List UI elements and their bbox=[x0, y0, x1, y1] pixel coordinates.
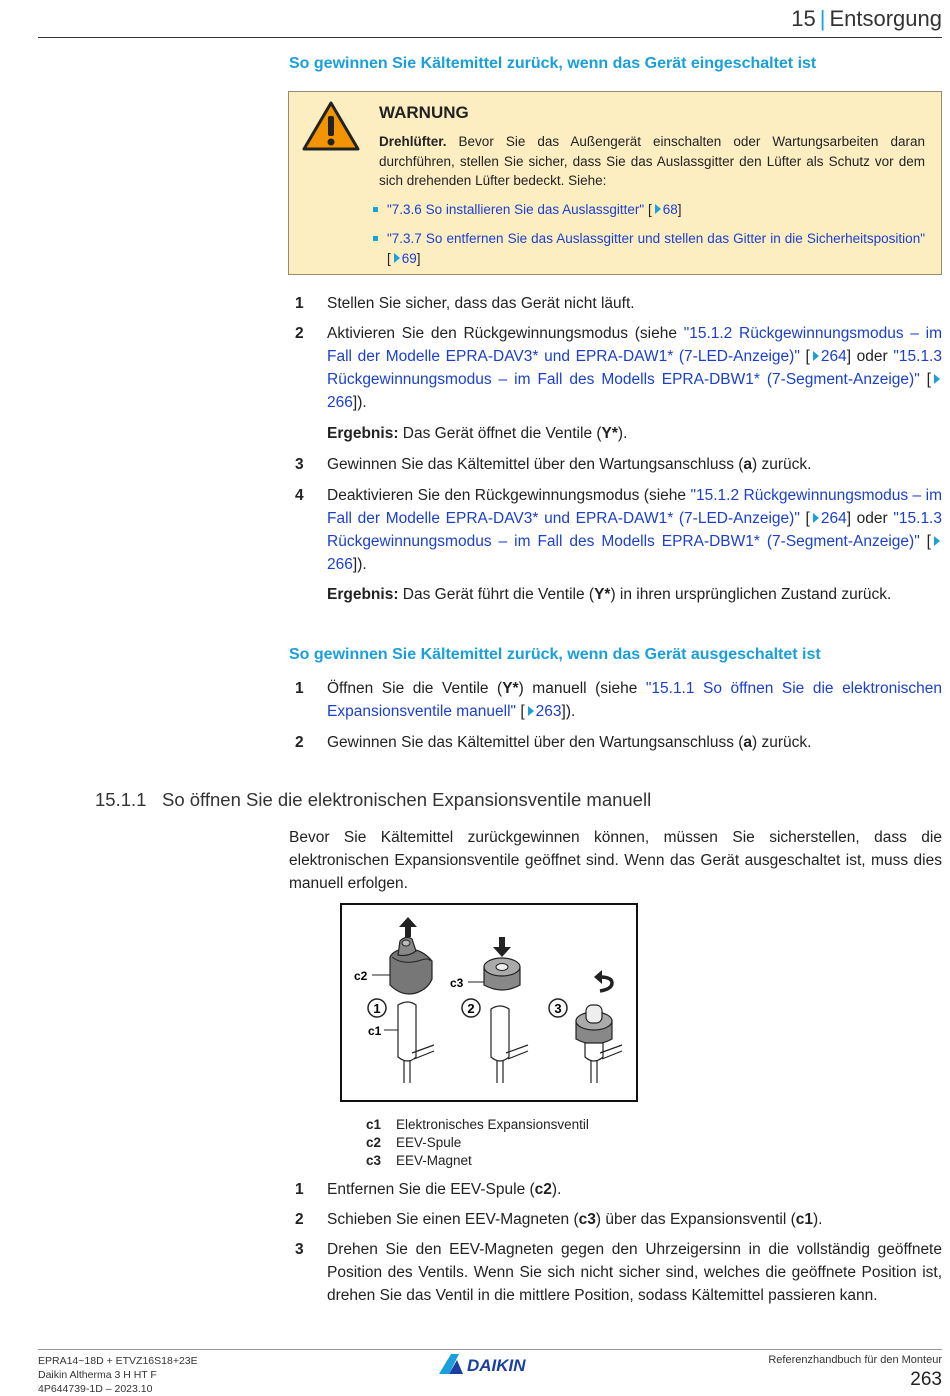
step-item: 1 Stellen Sie sicher, dass das Gerät nicht läuft. bbox=[295, 295, 635, 312]
page-arrow-icon bbox=[934, 536, 940, 546]
link-recovery-mode-segment[interactable]: "15.1.3 Rückgewinnungsmodus – im Fall des Modells EPRA-DBW1* (7-Segment-Anzeige)" bbox=[327, 510, 942, 550]
page-arrow-icon bbox=[655, 204, 661, 214]
svg-text:DAIKIN: DAIKIN bbox=[467, 1356, 526, 1375]
warning-link-item: "7.3.6 So installieren Sie das Auslassgitter" [ 68] bbox=[387, 200, 925, 220]
chapter-title: Entsorgung bbox=[829, 6, 942, 31]
step-item: 1 Entfernen Sie die EEV-Spule (c2). bbox=[295, 1181, 562, 1198]
step-item: 3 Gewinnen Sie das Kältemittel über den Wartungsanschluss (a) zurück. bbox=[295, 456, 812, 473]
figure-step-label: 2 bbox=[467, 1001, 475, 1016]
link-recovery-mode-segment[interactable]: "15.1.3 Rückgewinnungsmodus – im Fall des Modells EPRA-DBW1* (7-Segment-Anzeige)" bbox=[327, 348, 942, 388]
page-arrow-icon bbox=[813, 351, 819, 361]
section-number: 15.1.1 bbox=[95, 789, 147, 810]
figure-label-c3: c3 bbox=[450, 976, 464, 990]
link-recovery-mode-led[interactable]: "15.1.2 Rückgewinnungsmodus – im Fall der Modelle EPRA-DAV3* und EPRA-DAW1* (7-LED-Anzeige)" bbox=[327, 487, 942, 527]
figure-step-label: 1 bbox=[373, 1001, 381, 1016]
step-item: 3 Drehen Sie den EEV-Magneten gegen den Uhrzeigersinn in die vollständig geöffnete Position des Ventils. Wenn Sie sich nicht sicher sind, welches die geöffnete Position ist, drehen Sie das Ventil in die mittlere Position, sodass Kältemittel passieren kann. bbox=[295, 1241, 942, 1304]
warning-box bbox=[288, 91, 942, 275]
link-install-grille[interactable]: "7.3.6 So installieren Sie das Auslassgitter" bbox=[387, 202, 645, 217]
link-open-eev-manual[interactable]: "15.1.1 So öffnen Sie die elektronischen Expansionsventile manuell" bbox=[327, 680, 943, 720]
warning-text: Drehlüfter. Bevor Sie das Außengerät einschalten oder Wartungsarbeiten daran durchführen, stellen Sie sicher, dass Sie das Auslassgitter den Lüfter als Schutz vor dem sich drehenden Lüfter bedeckt. Siehe: bbox=[379, 134, 925, 188]
footer-rule bbox=[38, 1349, 942, 1350]
warning-link-item: "7.3.7 So entfernen Sie das Auslassgitter und stellen das Gitter in die Sicherheitsposition" [ 69] bbox=[387, 229, 925, 268]
bullet-icon bbox=[373, 236, 378, 241]
legend-item: c1 Elektronisches Expansionsventil bbox=[366, 1117, 589, 1132]
result-text: Ergebnis: Das Gerät führt die Ventile (Y*) in ihren ursprünglichen Zustand zurück. bbox=[327, 586, 892, 603]
step-item: 2 Gewinnen Sie das Kältemittel über den Wartungsanschluss (a) zurück. bbox=[295, 734, 812, 751]
page-arrow-icon bbox=[394, 253, 400, 263]
page-arrow-icon bbox=[813, 513, 819, 523]
footer-manual-title: Referenzhandbuch für den Monteur bbox=[768, 1354, 942, 1366]
step-item: 2 Schieben Sie einen EEV-Magneten (c3) über das Expansionsventil (c1). bbox=[295, 1211, 823, 1228]
result-text: Ergebnis: Das Gerät öffnet die Ventile (Y*). bbox=[327, 425, 628, 442]
warning-triangle-icon bbox=[301, 100, 361, 152]
link-recovery-mode-led[interactable]: "15.1.2 Rückgewinnungsmodus – im Fall der Modelle EPRA-DAV3* und EPRA-DAW1* (7-LED-Anzeige)" bbox=[327, 325, 942, 365]
figure-label-c1: c1 bbox=[368, 1024, 382, 1038]
eev-figure bbox=[340, 903, 638, 1102]
arrow-down-icon bbox=[493, 937, 511, 957]
step-item: 1 Öffnen Sie die Ventile (Y*) manuell (siehe "15.1.1 So öffnen Sie die elektronischen Expansionsventile manuell" [ 263]). bbox=[295, 680, 943, 720]
page-number: 263 bbox=[910, 1369, 942, 1390]
arrow-up-icon bbox=[399, 917, 417, 937]
intro-paragraph: Bevor Sie Kältemittel zurückgewinnen können, müssen Sie sicherstellen, dass die elektronischen Expansionsventile geöffnet sind. Wenn das Gerät ausgeschaltet ist, muss dies manuell erfolgen. bbox=[289, 829, 942, 892]
subheading-device-off: So gewinnen Sie Kältemittel zurück, wenn das Gerät ausgeschaltet ist bbox=[289, 646, 821, 663]
daikin-logo bbox=[437, 1352, 543, 1376]
step-item: 4 Deaktivieren Sie den Rückgewinnungsmodus (siehe "15.1.2 Rückgewinnungsmodus – im Fall der Modelle EPRA-DAV3* und EPRA-DAW1* (7-LED-Anzeige)" [ 264] oder "15.1.3 Rückgewinnungsmodus – im Fall des Modells EPRA-DBW1* (7-Segment-Anzeige)" [266]). bbox=[295, 487, 942, 573]
footer-doc-info: EPRA14~18D + ETVZ16S18+23E Daikin Altherma 3 H HT F 4P644739-1D – 2023.10 bbox=[38, 1355, 198, 1395]
section-title: So öffnen Sie die elektronischen Expansionsventile manuell bbox=[162, 789, 652, 810]
chapter-number: 15 bbox=[791, 6, 816, 31]
figure-label-c2: c2 bbox=[354, 969, 368, 983]
legend-item: c3 EEV-Magnet bbox=[366, 1153, 472, 1168]
figure-step-label: 3 bbox=[554, 1001, 562, 1016]
eev-illustration bbox=[342, 905, 636, 1100]
subheading-device-on: So gewinnen Sie Kältemittel zurück, wenn das Gerät eingeschaltet ist bbox=[289, 55, 817, 72]
daikin-logo-icon bbox=[437, 1352, 543, 1376]
warning-lead: Drehlüfter. bbox=[379, 134, 447, 149]
section-heading bbox=[95, 789, 651, 811]
legend-item: c2 EEV-Spule bbox=[366, 1135, 462, 1150]
header-rule bbox=[38, 37, 942, 38]
page-arrow-icon bbox=[528, 706, 534, 716]
bullet-icon bbox=[373, 207, 378, 212]
page-arrow-icon bbox=[934, 374, 940, 384]
page-header: 15 | Entsorgung bbox=[791, 6, 942, 31]
step-item: 2 Aktivieren Sie den Rückgewinnungsmodus (siehe "15.1.2 Rückgewinnungsmodus – im Fall der Modelle EPRA-DAV3* und EPRA-DAW1* (7-LED-Anzeige)" [ 264] oder "15.1.3 Rückgewinnungsmodus – im Fall des Modells EPRA-DBW1* (7-Segment-Anzeige)" [266]). bbox=[295, 325, 942, 411]
warning-title: WARNUNG bbox=[379, 103, 469, 122]
link-remove-grille[interactable]: "7.3.7 So entfernen Sie das Auslassgitter und stellen das Gitter in die Sicherheitsposition" bbox=[387, 231, 925, 246]
